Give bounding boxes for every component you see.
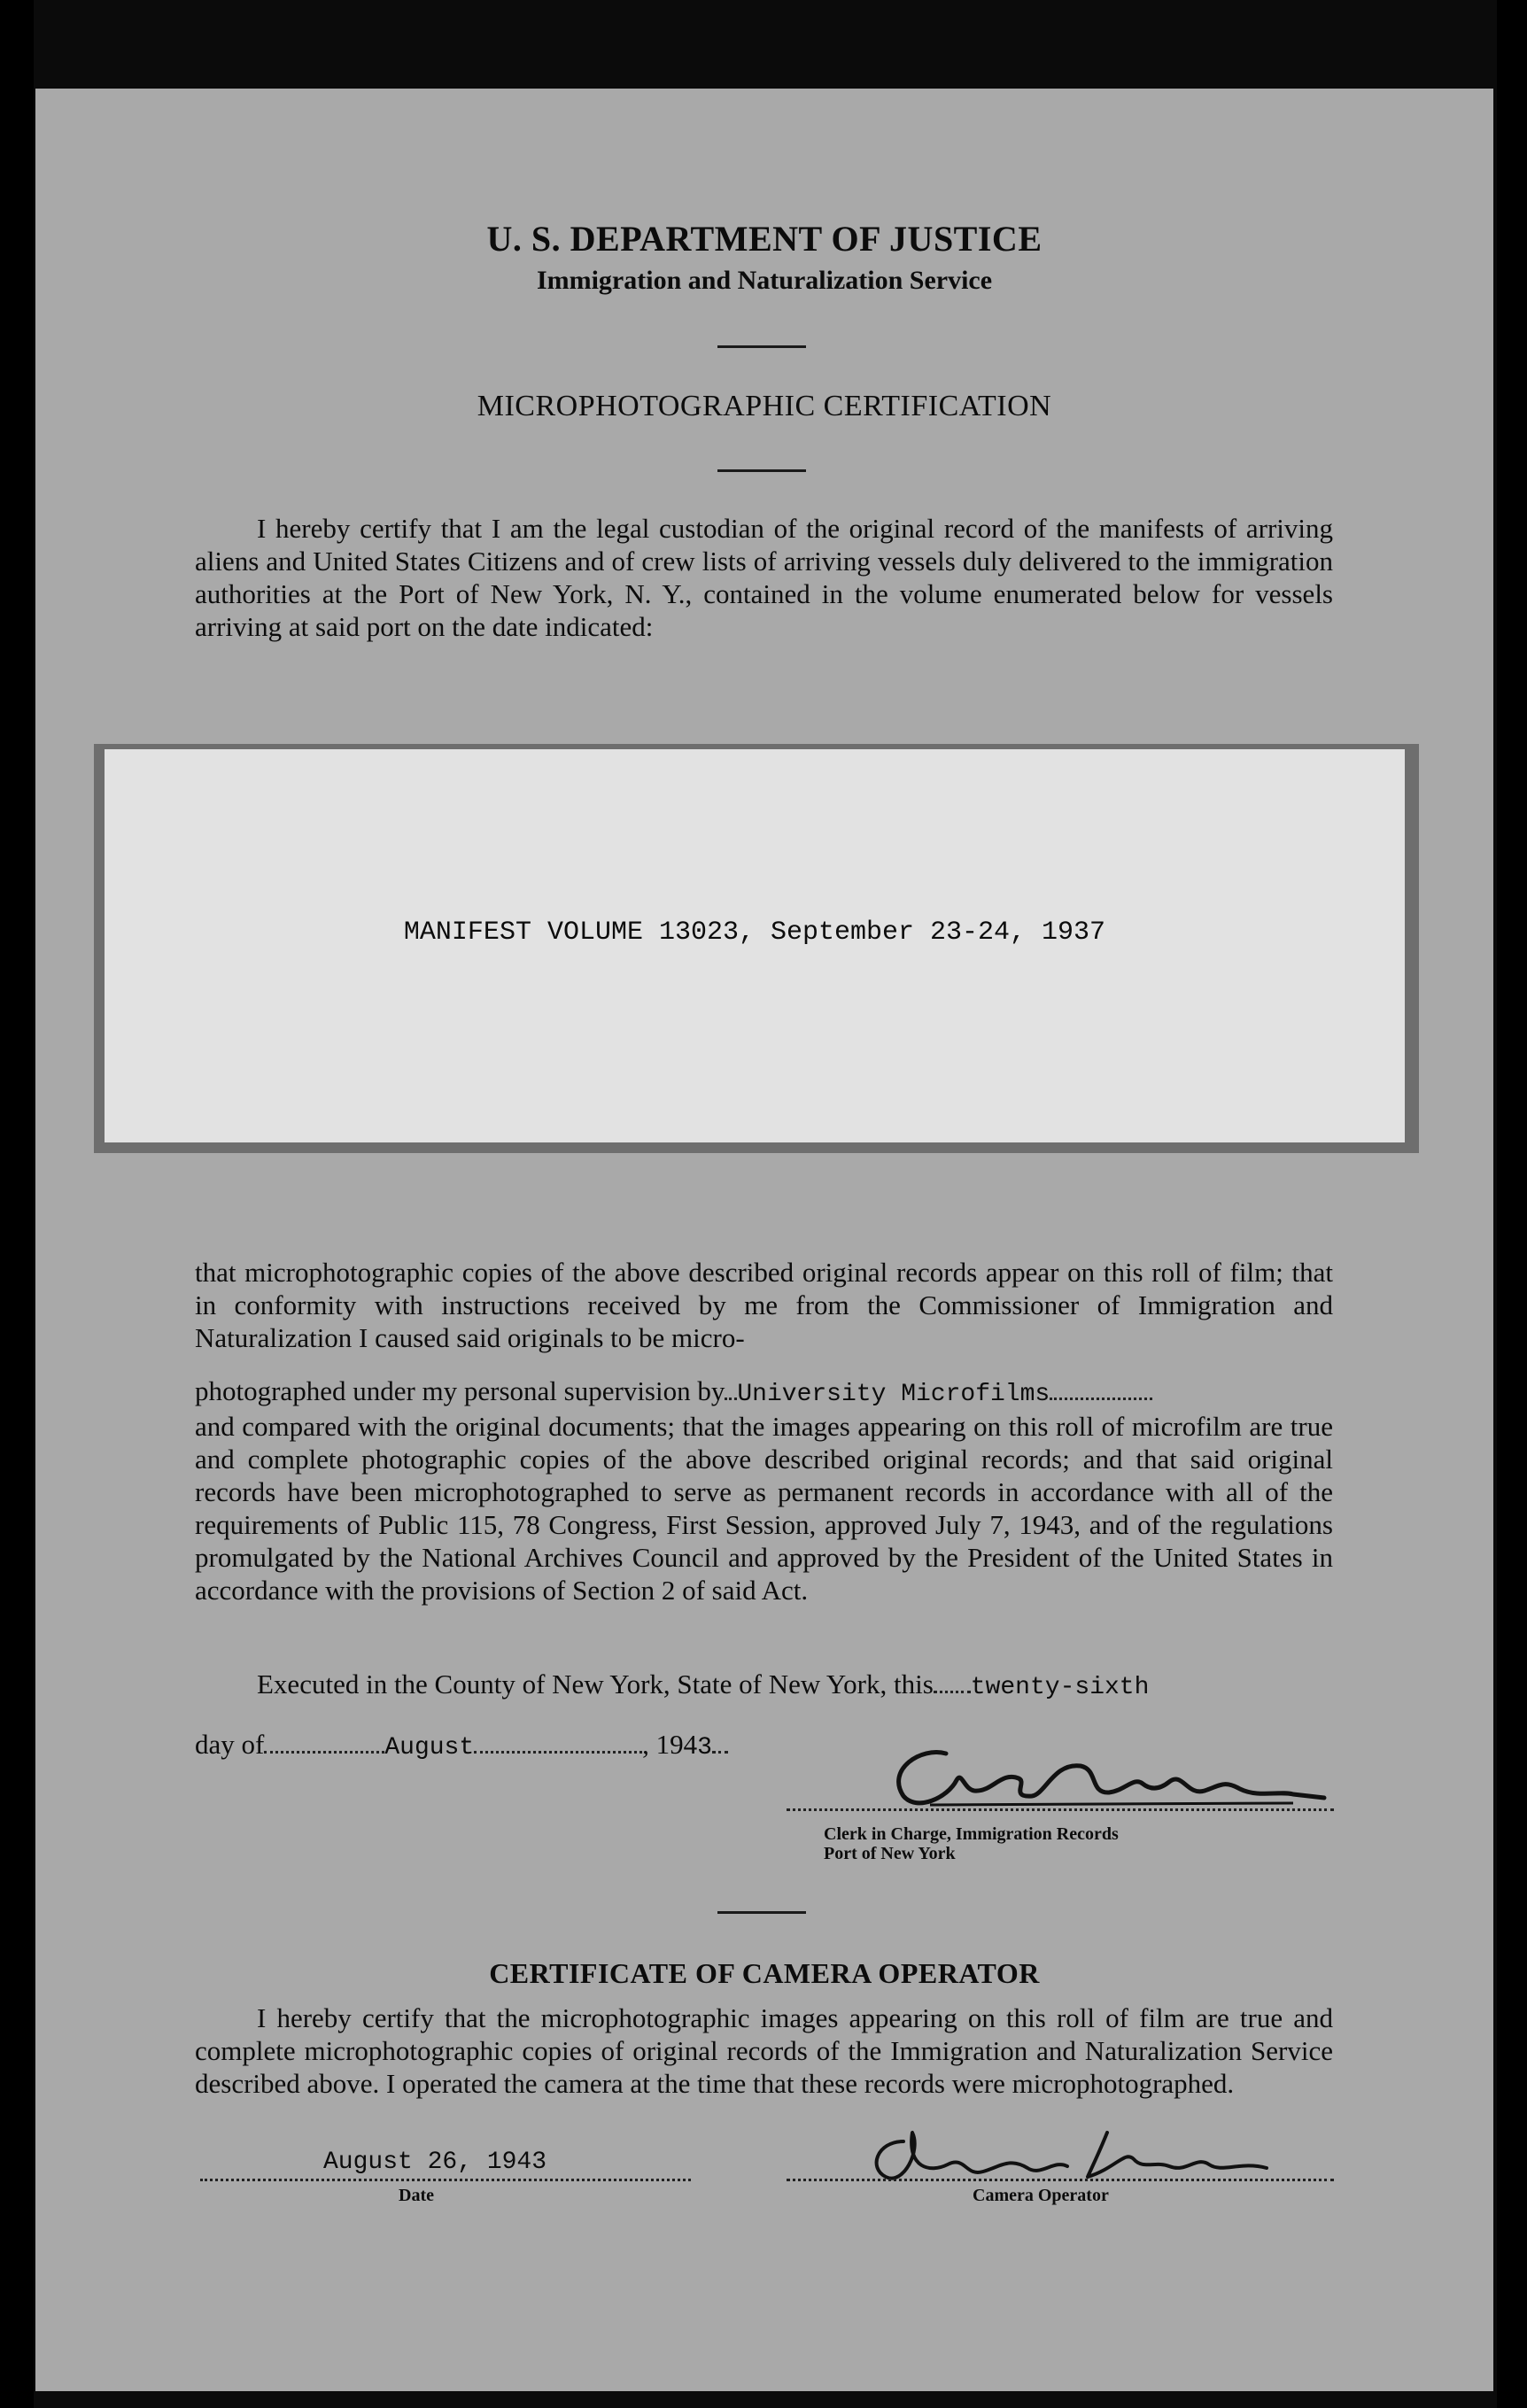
film-border-left bbox=[0, 0, 34, 2408]
department-title: U. S. DEPARTMENT OF JUSTICE bbox=[486, 219, 1043, 259]
executed-prefix: Executed in the County of New York, State of New York, this bbox=[257, 1669, 934, 1700]
date-value: August 26, 1943 bbox=[323, 2149, 547, 2176]
clerk-title bbox=[824, 1824, 1119, 1863]
body-paragraph-part2: and compared with the original documents; that the images appearing on this roll of microfilm are true and complete photographic copies of the above described original records; and that said original records have been microphotographed to serve as permanent records in accordance with all of the requirements of Public 115, 78 Congress, First Session, approved July 7, 1943, and of the regulations promulgated by the National Archives Council and approved by the President of the United States in accordance with the provisions of Section 2 of said Act. bbox=[195, 1411, 1333, 1606]
supervisor-name: University Microfilms bbox=[737, 1381, 1050, 1408]
supervision-line bbox=[195, 1375, 1152, 1408]
executed-line bbox=[257, 1669, 1149, 1701]
executed-month: August bbox=[384, 1734, 475, 1761]
supervision-prefix: photographed under my personal supervision by bbox=[195, 1375, 725, 1406]
camera-paragraph: I hereby certify that the microphotographic images appearing on this roll of film are true and complete microphotographic copies of original records of the Immigration and Naturalization Service described above. I operated the camera at the time that these records were microphotographed. bbox=[195, 2002, 1333, 2099]
camera-operator-signature bbox=[850, 2115, 1311, 2195]
divider bbox=[717, 345, 806, 348]
clerk-title-line1: Clerk in Charge, Immigration Records bbox=[824, 1824, 1119, 1844]
film-border-right bbox=[1497, 0, 1527, 2408]
year-digit: 3 bbox=[697, 1734, 712, 1761]
clerk-title-line2: Port of New York bbox=[824, 1844, 956, 1863]
day-of-line bbox=[195, 1729, 728, 1761]
executed-day: twenty-sixth bbox=[970, 1674, 1150, 1701]
divider bbox=[717, 1911, 806, 1914]
camera-certificate-title: CERTIFICATE OF CAMERA OPERATOR bbox=[489, 1957, 1040, 1989]
certification-title: MICROPHOTOGRAPHIC CERTIFICATION bbox=[477, 390, 1052, 422]
divider bbox=[717, 469, 806, 472]
service-subtitle: Immigration and Naturalization Service bbox=[536, 266, 993, 295]
date-line bbox=[200, 2179, 691, 2181]
volume-slip bbox=[105, 749, 1405, 1142]
year-prefix: , 194 bbox=[642, 1729, 698, 1760]
date-label: Date bbox=[399, 2186, 434, 2205]
certificate-page bbox=[35, 89, 1493, 2391]
day-of-label: day of bbox=[195, 1729, 265, 1760]
manifest-volume-text: MANIFEST VOLUME 13023, September 23-24, 1937 bbox=[403, 918, 1106, 948]
body-paragraph-part1: that microphotographic copies of the above described original records appear on this roll of film; that in conformity with instructions received by me from the Commissioner of Immigration and Naturalization I caused said originals to be micro- bbox=[195, 1257, 1333, 1353]
camera-operator-line bbox=[787, 2179, 1334, 2181]
intro-paragraph: I hereby certify that I am the legal custodian of the original record of the manifests of arriving aliens and United States Citizens and of crew lists of arriving vessels duly delivered to the immigration authorities at the Port of New York, N. Y., contained in the volume enumerated below for vessels arriving at said port on the date indicated: bbox=[195, 513, 1333, 642]
clerk-signature bbox=[877, 1727, 1337, 1816]
camera-operator-label: Camera Operator bbox=[973, 2186, 1109, 2205]
